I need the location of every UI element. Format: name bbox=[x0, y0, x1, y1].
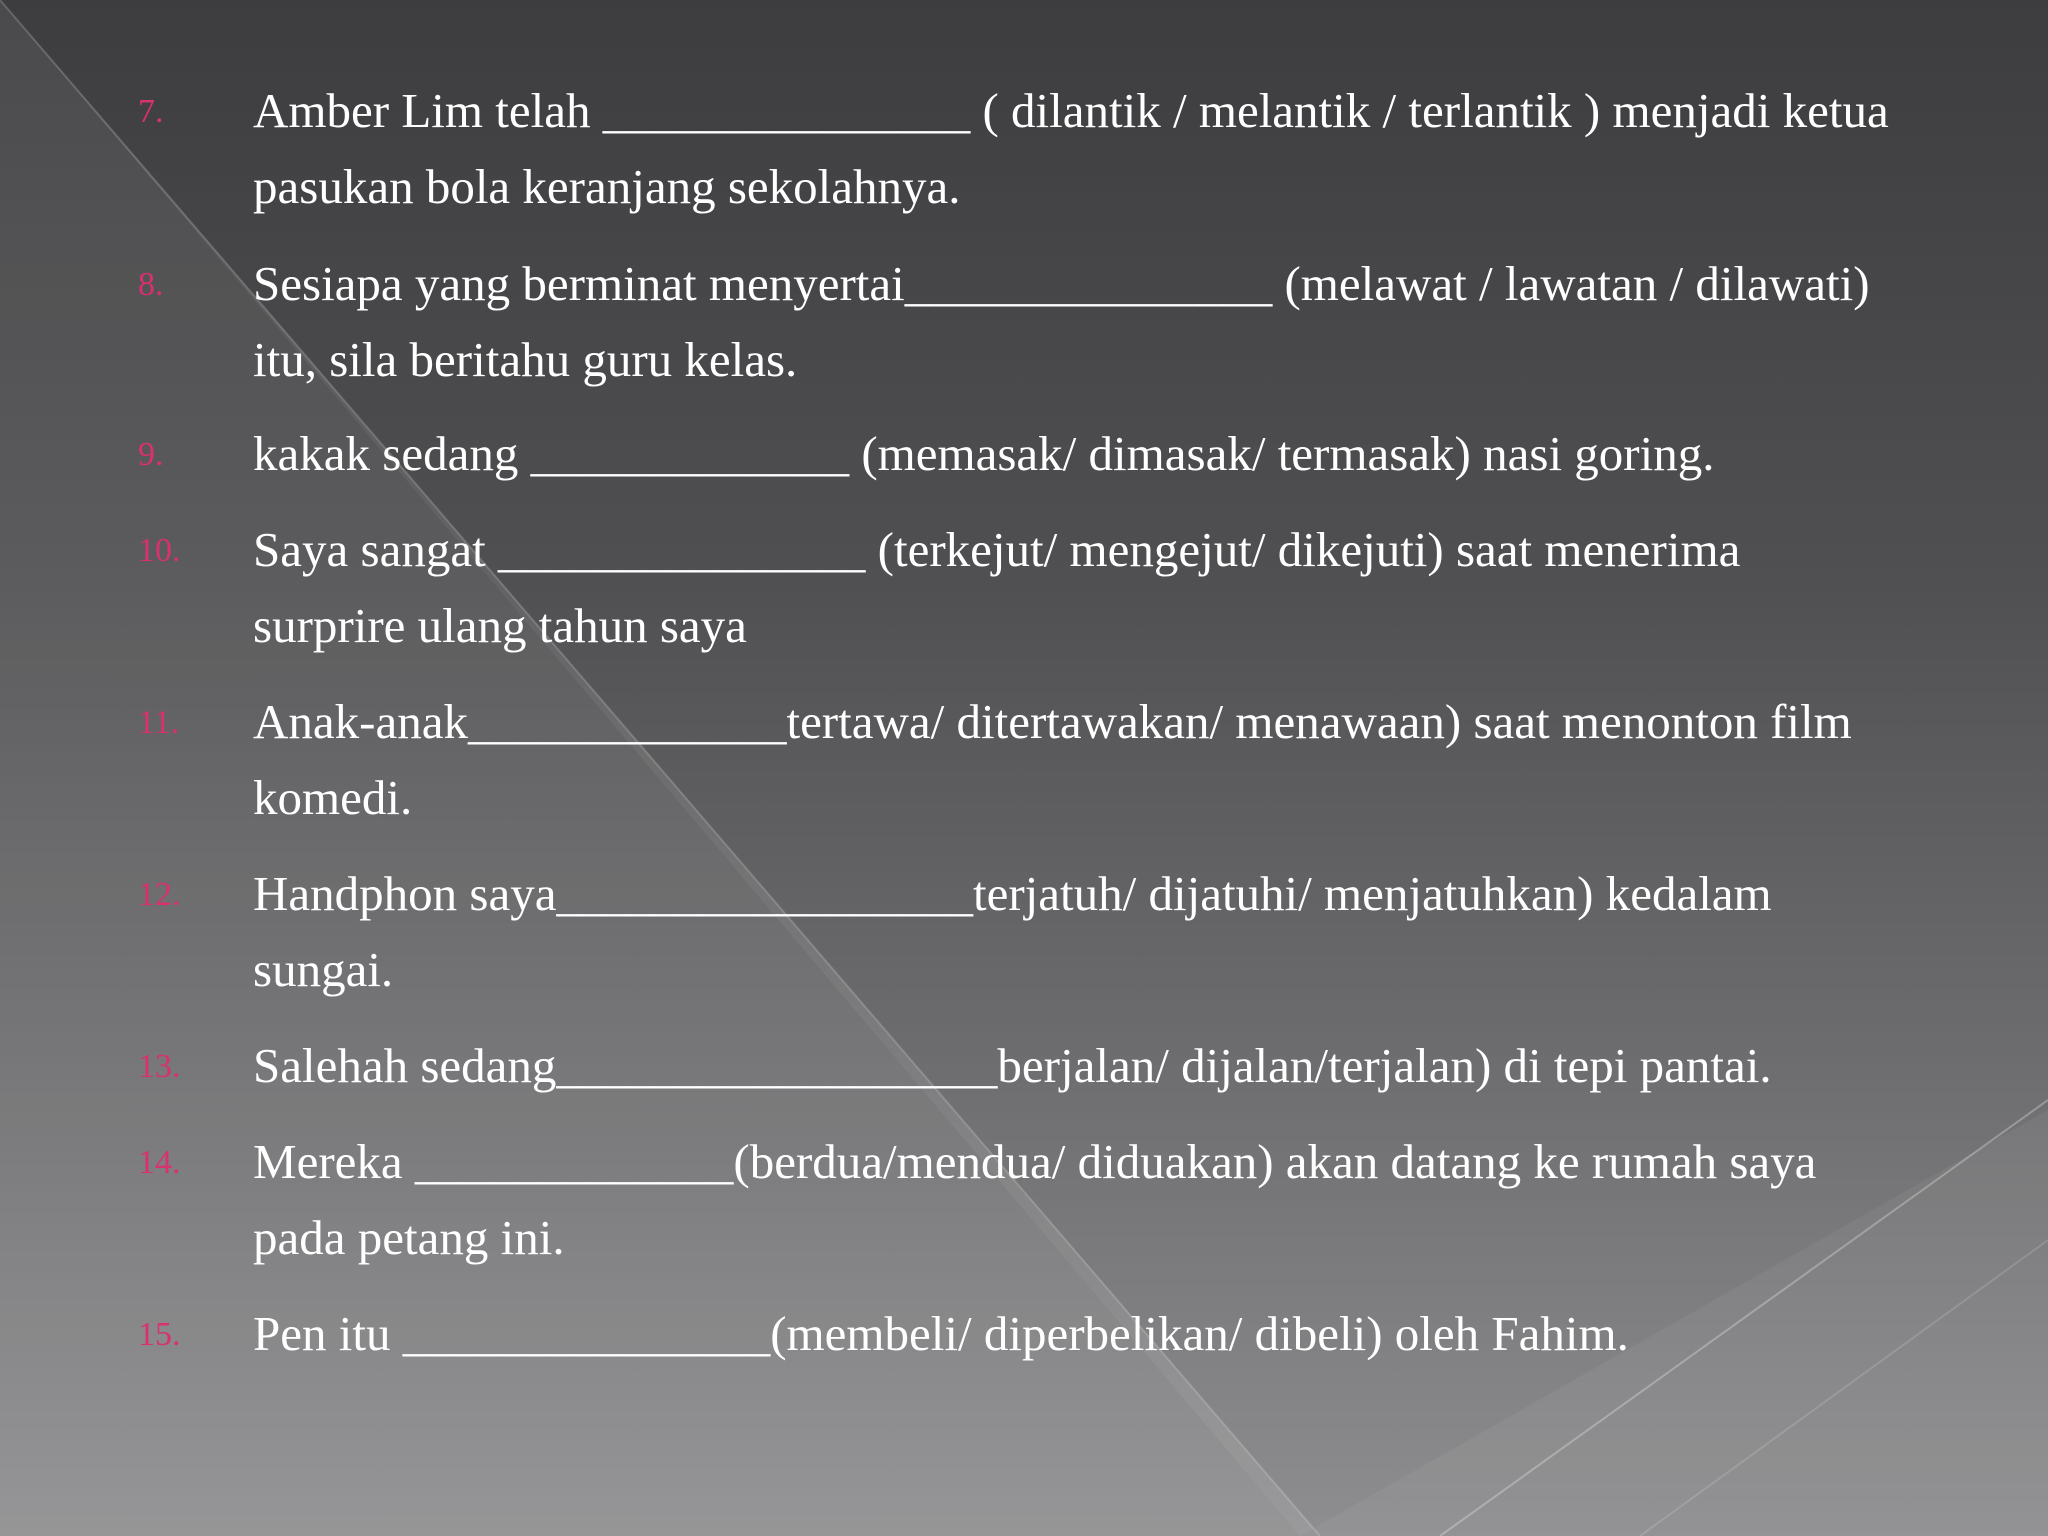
item-number: 13. bbox=[138, 1048, 181, 1085]
list-item bbox=[0, 1124, 2048, 1284]
item-text: Mereka _____________(berdua/mendua/ diduakan) akan datang ke rumah saya pada petang ini. bbox=[253, 1134, 1817, 1265]
item-number: 10. bbox=[138, 532, 181, 569]
list-item bbox=[0, 684, 2048, 844]
item-text: Handphon saya_________________terjatuh/ dijatuhi/ menjatuhkan) kedalam sungai. bbox=[253, 866, 1772, 997]
item-text: Salehah sedang__________________berjalan/ dijalan/terjalan) di tepi pantai. bbox=[253, 1038, 1772, 1093]
item-number: 11. bbox=[138, 704, 180, 741]
item-text: Anak-anak_____________tertawa/ ditertawakan/ menawaan) saat menonton film komedi. bbox=[253, 694, 1852, 825]
item-number: 7. bbox=[138, 93, 164, 130]
item-number: 8. bbox=[138, 266, 164, 303]
item-text: kakak sedang _____________ (memasak/ dimasak/ termasak) nasi goring. bbox=[253, 426, 1715, 481]
item-number: 9. bbox=[138, 436, 164, 473]
item-text: Saya sangat _______________ (terkejut/ mengejut/ dikejuti) saat menerima surprire ulang tahun saya bbox=[253, 522, 1741, 653]
item-number: 12. bbox=[138, 876, 181, 913]
list-item bbox=[0, 246, 2048, 406]
item-text: Amber Lim telah _______________ ( dilantik / melantik / terlantik ) menjadi ketua pasukan bola keranjang sekolahnya. bbox=[253, 83, 1889, 214]
list-item bbox=[0, 512, 2048, 672]
list-item bbox=[0, 856, 2048, 1016]
list-item bbox=[0, 73, 2048, 233]
item-number: 14. bbox=[138, 1144, 181, 1181]
list-item bbox=[0, 1296, 2048, 1456]
item-text: Pen itu _______________(membeli/ diperbelikan/ dibeli) oleh Fahim. bbox=[253, 1306, 1629, 1361]
item-text: Sesiapa yang berminat menyertai_______________ (melawat / lawatan / dilawati) itu, sila beritahu guru kelas. bbox=[253, 256, 1870, 387]
item-number: 15. bbox=[138, 1316, 181, 1353]
